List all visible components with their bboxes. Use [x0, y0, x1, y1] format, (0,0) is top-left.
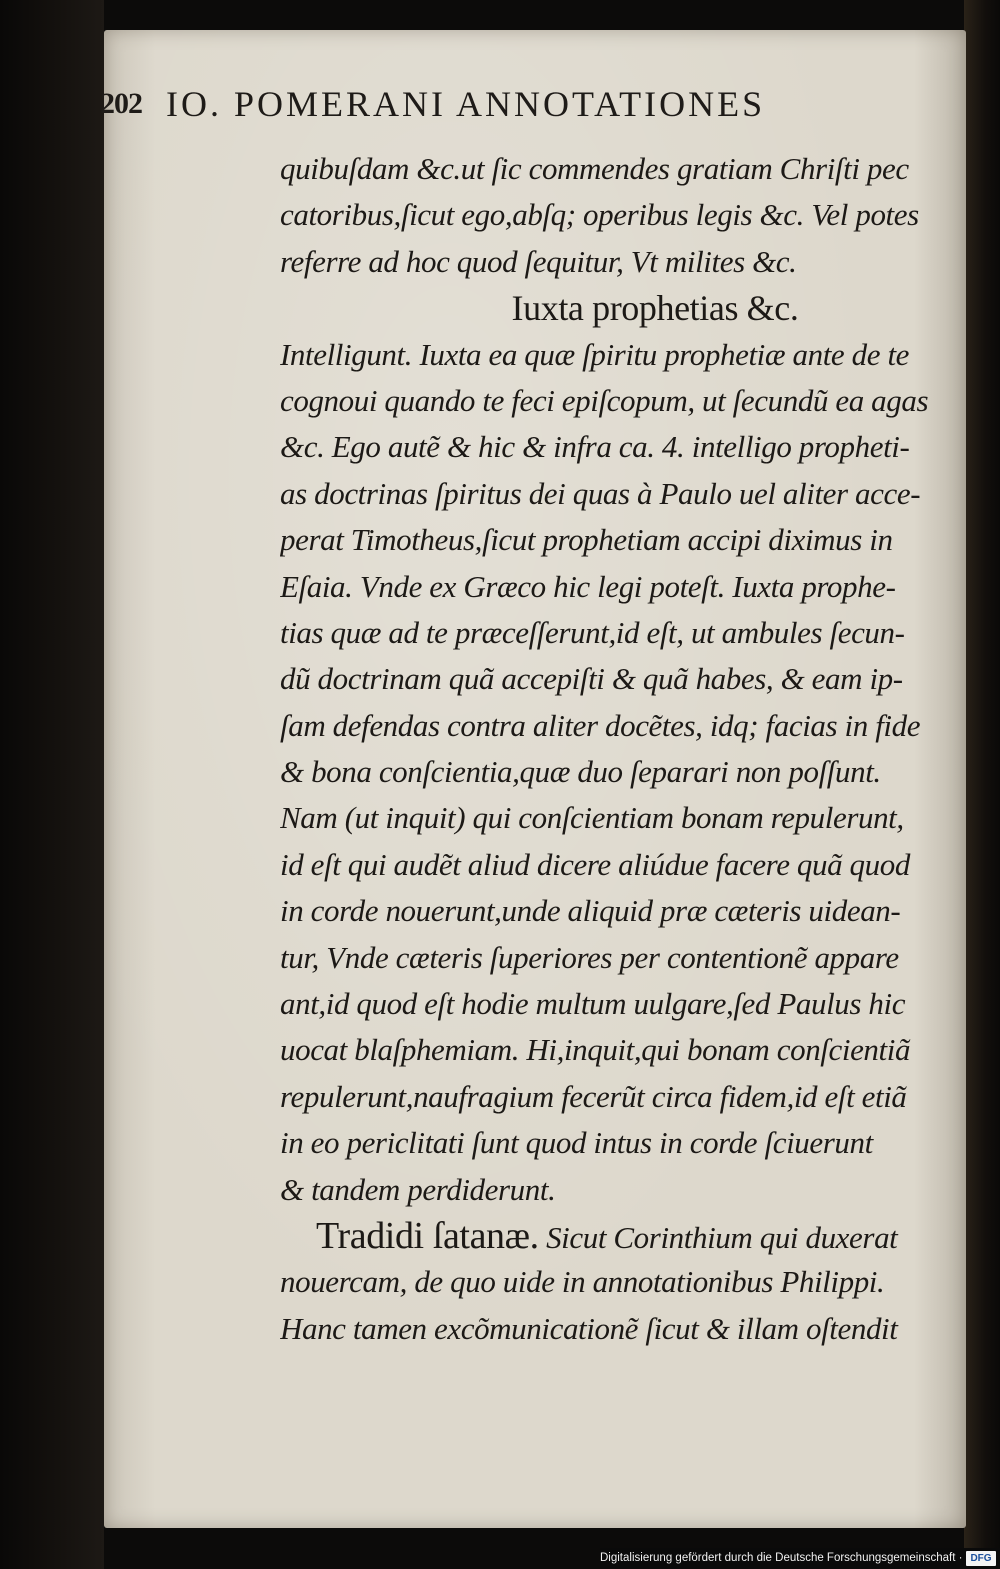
text-line: catoribus,ſicut ego,abſq; operibus legis &c. Vel potes: [280, 197, 919, 233]
text-line: repulerunt,naufragium fecerũt circa fidem,id eſt etiã: [280, 1078, 907, 1114]
credit-text: Digitalisierung gefördert durch die Deutsche Forschungsgemeinschaft ·: [600, 1552, 963, 1564]
text-line: & bona conſcientia,quæ duo ſeparari non poſſunt.: [280, 754, 881, 790]
text-line: cognoui quando te feci epiſcopum, ut ſecundũ ea agas: [280, 382, 929, 418]
text-line: nouercam, de quo uide in annotationibus Philippi.: [280, 1264, 885, 1300]
body-text: [280, 146, 970, 1352]
text-line: ant,id quod eſt hodie multum uulgare,ſed Paulus hic: [280, 986, 906, 1022]
running-head: [100, 83, 950, 131]
text-line: perat Timotheus,ſicut prophetiam accipi diximus in: [280, 522, 893, 558]
text-line: dũ doctrinam quã accepiſti & quã habes, & eam ip-: [280, 661, 903, 697]
dfg-logo: DFG: [966, 1551, 996, 1566]
text-line: in corde nouerunt,unde aliquid præ cæteris uidean-: [280, 893, 901, 929]
running-head-title: IO. POMERANI ANNOTATIONES: [166, 84, 766, 124]
page-number: 202: [100, 87, 142, 120]
text-line: in eo periclitati ſunt quod intus in corde ſciuerunt: [280, 1125, 873, 1161]
lemma-line: [280, 1213, 970, 1259]
text-line: id eſt qui audẽt aliud dicere aliúdue facere quã quod: [280, 846, 910, 882]
book-binding-left: [0, 0, 104, 1569]
text-line: &c. Ego autẽ & hic & infra ca. 4. intelligo propheti-: [280, 429, 910, 465]
text-line: quibuſdam &c.ut ſic commendes gratiam Chriſti pec: [280, 151, 909, 186]
text-line: tur, Vnde cæteris ſuperiores per contentionẽ appare: [280, 939, 899, 975]
text-line: ſam defendas contra aliter docẽtes, idq; facias in fide: [280, 707, 921, 743]
text-line: uocat blaſphemiam. Hi,inquit,qui bonam conſcientiã: [280, 1032, 911, 1068]
section-heading: Iuxta prophetias &c.: [511, 288, 799, 329]
lemma-commentary: Sicut Corinthium qui duxerat: [538, 1219, 898, 1255]
text-line: Eſaia. Vnde ex Græco hic legi poteſt. Iuxta prophe-: [280, 568, 896, 604]
text-line: & tandem perdiderunt.: [280, 1171, 556, 1207]
text-line: Intelligunt. Iuxta ea quæ ſpiritu prophetiæ ante de te: [280, 336, 910, 372]
text-line: tias quæ ad te præceſſerunt,id eſt, ut ambules ſecun-: [280, 614, 905, 650]
text-line: Hanc tamen excõmunicationẽ ſicut & illam oſtendit: [280, 1310, 898, 1346]
text-line: as doctrinas ſpiritus dei quas à Paulo uel aliter acce-: [280, 475, 921, 511]
lemma-words: Tradidi ſatanæ.: [316, 1214, 539, 1257]
digitization-credit: [600, 1548, 1000, 1569]
text-line: referre ad hoc quod ſequitur, Vt milites &c.: [280, 243, 797, 279]
text-line: Nam (ut inquit) qui conſcientiam bonam repulerunt,: [280, 800, 904, 836]
